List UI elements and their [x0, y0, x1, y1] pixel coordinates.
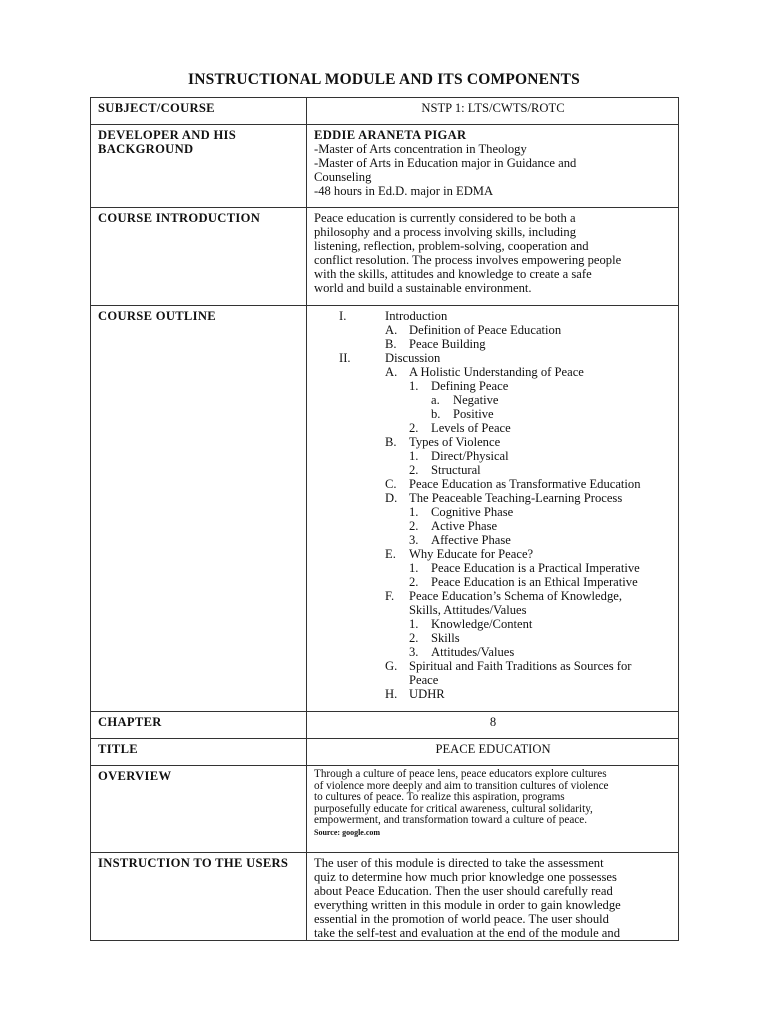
label-subject: SUBJECT/COURSE	[91, 98, 307, 125]
outline-text: Defining Peace	[431, 379, 509, 393]
value-subject: NSTP 1: LTS/CWTS/ROTC	[307, 98, 679, 125]
overview-line: of violence more deeply and aim to transition cultures of violence	[314, 779, 609, 792]
row-outline	[91, 306, 679, 712]
outline-marker: A.	[385, 323, 398, 337]
instruction-line: everything written in this module in order to gain knowledge	[314, 898, 621, 912]
outline-marker: II.	[339, 351, 351, 365]
outline-item	[314, 435, 672, 449]
outline-text: UDHR	[409, 687, 445, 701]
outline-item	[314, 393, 672, 407]
outline-item	[314, 407, 672, 421]
overview-line: empowerment, and transformation toward a culture of peace.	[314, 814, 588, 826]
label-instruction: INSTRUCTION TO THE USERS	[91, 853, 307, 941]
outline-item	[314, 659, 672, 673]
outline-marker: E.	[385, 547, 396, 561]
label-overview: OVERVIEW	[91, 766, 307, 853]
outline-marker: B.	[385, 337, 397, 351]
outline-marker: 1.	[409, 561, 419, 575]
outline-text: Knowledge/Content	[431, 617, 533, 631]
outline-marker: D.	[385, 491, 398, 505]
outline-item	[314, 337, 672, 351]
instruction-line: quiz to determine how much prior knowledge one possesses	[314, 870, 617, 884]
outline-text: Cognitive Phase	[431, 505, 514, 519]
outline-text: Structural	[431, 463, 481, 477]
outline-marker: 2.	[409, 421, 419, 435]
course-outline-list	[314, 309, 672, 701]
outline-text: Attitudes/Values	[431, 645, 515, 659]
row-instruction	[91, 853, 679, 941]
outline-text: Affective Phase	[431, 533, 511, 547]
outline-text: Skills, Attitudes/Values	[409, 603, 527, 617]
outline-item	[314, 603, 672, 617]
outline-item	[314, 589, 672, 603]
developer-line: Counseling	[314, 170, 372, 184]
outline-item	[314, 365, 672, 379]
outline-item	[314, 645, 672, 659]
outline-text: Spiritual and Faith Traditions as Sources for	[409, 659, 632, 673]
outline-item	[314, 309, 672, 323]
outline-marker: 2.	[409, 631, 419, 645]
row-subject	[91, 98, 679, 125]
overview-source: Source: google.com	[314, 827, 381, 837]
outline-item	[314, 519, 672, 533]
outline-marker: H.	[385, 687, 398, 701]
outline-marker: 1.	[409, 449, 419, 463]
outline-marker: 2.	[409, 519, 419, 533]
outline-text: A Holistic Understanding of Peace	[409, 365, 584, 379]
overview-line: purposefully educate for critical awareness, cultural solidarity,	[314, 802, 593, 815]
outline-text: Peace Education is a Practical Imperative	[431, 561, 640, 575]
outline-marker: G.	[385, 659, 398, 673]
outline-text: Peace Education is an Ethical Imperative	[431, 575, 638, 589]
outline-marker: I.	[339, 309, 347, 323]
row-developer	[91, 125, 679, 208]
outline-text: Peace Education as Transformative Education	[409, 477, 641, 491]
label-outline: COURSE OUTLINE	[91, 306, 307, 712]
developer-line: -48 hours in Ed.D. major in EDMA	[314, 184, 494, 198]
outline-item	[314, 463, 672, 477]
outline-text: Negative	[453, 393, 499, 407]
intro-line: Peace education is currently considered to be both a	[314, 211, 576, 225]
intro-line: listening, reflection, problem-solving, cooperation and	[314, 239, 589, 253]
outline-marker: A.	[385, 365, 398, 379]
row-intro	[91, 208, 679, 306]
outline-item	[314, 449, 672, 463]
label-developer: DEVELOPER AND HIS BACKGROUND	[91, 125, 307, 208]
outline-item	[314, 575, 672, 589]
outline-text: Levels of Peace	[431, 421, 511, 435]
outline-marker: 1.	[409, 505, 419, 519]
label-title: TITLE	[91, 739, 307, 766]
outline-item	[314, 547, 672, 561]
overview-line: to cultures of peace. To realize this aspiration, programs	[314, 791, 565, 803]
outline-text: Peace	[409, 673, 439, 687]
module-components-table	[90, 97, 679, 941]
outline-item	[314, 533, 672, 547]
value-intro	[307, 208, 679, 306]
instruction-line: essential in the promotion of world peace. The user should	[314, 912, 609, 926]
outline-item	[314, 673, 672, 687]
outline-marker: F.	[385, 589, 395, 603]
outline-text: Peace Building	[409, 337, 486, 351]
developer-line: -Master of Arts concentration in Theology	[314, 142, 527, 156]
outline-marker: b.	[431, 407, 441, 421]
developer-name: EDDIE ARANETA PIGAR	[314, 128, 467, 142]
outline-marker: 1.	[409, 379, 419, 393]
outline-text: Definition of Peace Education	[409, 323, 562, 337]
label-intro: COURSE INTRODUCTION	[91, 208, 307, 306]
value-developer	[307, 125, 679, 208]
outline-marker: 2.	[409, 463, 419, 477]
outline-item	[314, 477, 672, 491]
outline-item	[314, 491, 672, 505]
row-chapter	[91, 712, 679, 739]
outline-text: Discussion	[385, 351, 441, 365]
outline-item	[314, 505, 672, 519]
intro-line: world and build a sustainable environment.	[314, 281, 532, 295]
outline-text: Introduction	[385, 309, 448, 323]
outline-marker: 2.	[409, 575, 419, 589]
outline-marker: C.	[385, 477, 397, 491]
outline-item	[314, 561, 672, 575]
outline-text: Types of Violence	[409, 435, 501, 449]
outline-text: Active Phase	[431, 519, 498, 533]
overview-line: Through a culture of peace lens, peace educators explore cultures	[314, 768, 607, 780]
instruction-line: The user of this module is directed to take the assessment	[314, 856, 604, 870]
outline-text: The Peaceable Teaching-Learning Process	[409, 491, 623, 505]
developer-line: -Master of Arts in Education major in Guidance and	[314, 156, 577, 170]
value-overview	[307, 766, 679, 853]
label-chapter: CHAPTER	[91, 712, 307, 739]
outline-item	[314, 421, 672, 435]
row-title	[91, 739, 679, 766]
instruction-line: take the self-test and evaluation at the end of the module and	[314, 926, 620, 940]
value-title: PEACE EDUCATION	[307, 739, 679, 766]
row-overview	[91, 766, 679, 853]
outline-item	[314, 631, 672, 645]
intro-line: conflict resolution. The process involves empowering people	[314, 253, 622, 267]
value-outline	[307, 306, 679, 712]
outline-item	[314, 351, 672, 365]
outline-marker: B.	[385, 435, 397, 449]
instruction-line: about Peace Education. Then the user should carefully read	[314, 884, 613, 898]
outline-marker: 3.	[409, 645, 419, 659]
outline-text: Peace Education’s Schema of Knowledge,	[409, 589, 622, 603]
outline-text: Why Educate for Peace?	[409, 547, 534, 561]
outline-item	[314, 323, 672, 337]
intro-line: philosophy and a process involving skills, including	[314, 225, 577, 239]
outline-marker: a.	[431, 393, 440, 407]
outline-text: Positive	[453, 407, 494, 421]
outline-item	[314, 687, 672, 701]
outline-marker: 1.	[409, 617, 419, 631]
outline-item	[314, 617, 672, 631]
outline-marker: 3.	[409, 533, 419, 547]
outline-text: Skills	[431, 631, 460, 645]
outline-item	[314, 379, 672, 393]
document-title: INSTRUCTIONAL MODULE AND ITS COMPONENTS	[188, 71, 580, 88]
intro-line: with the skills, attitudes and knowledge to create a safe	[314, 267, 592, 281]
value-instruction	[307, 853, 679, 941]
outline-text: Direct/Physical	[431, 449, 509, 463]
value-chapter: 8	[307, 712, 679, 739]
